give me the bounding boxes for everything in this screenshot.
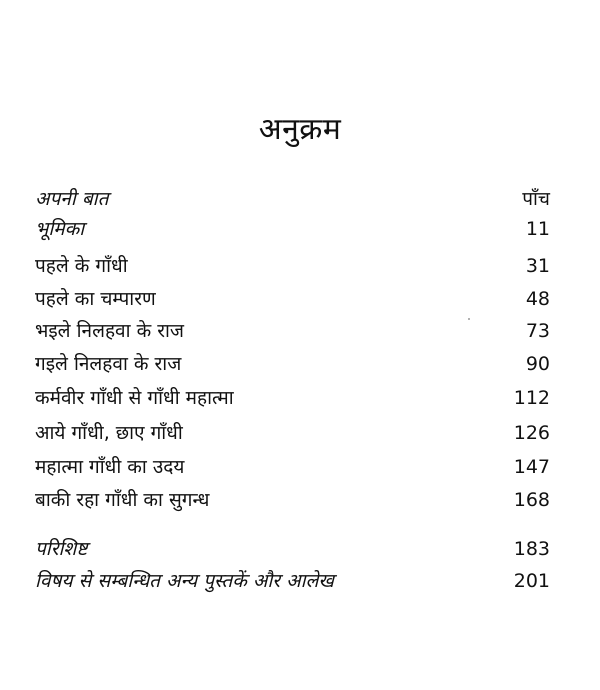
toc-entry-title: बाकी रहा गाँधी का सुगन्ध (35, 489, 210, 511)
toc-entry-page: 112 (513, 387, 550, 409)
toc-entry-title: आये गाँधी, छाए गाँधी (35, 422, 183, 444)
toc-entry-page: 73 (525, 320, 550, 342)
toc-entry-title: भूमिका (35, 218, 85, 240)
toc-entry (35, 349, 550, 379)
toc-entry-title: भइले निलहवा के राज (35, 320, 184, 342)
toc-entry-title: पहले का चम्पारण (35, 288, 156, 310)
toc-entry-page: 183 (513, 538, 550, 560)
toc-entry-page: 201 (513, 570, 550, 592)
toc-entry-page: 11 (525, 218, 550, 240)
toc-entry (35, 251, 550, 281)
toc-entry-title: विषय से सम्बन्धित अन्य पुस्तकें और आलेख (35, 570, 334, 592)
page-title: अनुक्रम (258, 112, 342, 147)
toc-entry-title: कर्मवीर गाँधी से गाँधी महात्मा (35, 387, 234, 409)
toc-entry (35, 383, 550, 413)
toc-entry-title: परिशिष्ट (35, 538, 88, 560)
toc-entry-page: 48 (525, 288, 550, 310)
toc-entry (35, 566, 550, 596)
toc-entry-page: 147 (513, 456, 550, 478)
toc-entry-page: 126 (513, 422, 550, 444)
toc-entry-title: गइले निलहवा के राज (35, 353, 182, 375)
toc-entry (35, 284, 550, 314)
toc-entry-title: महात्मा गाँधी का उदय (35, 456, 185, 478)
toc-entry-page: 90 (525, 353, 550, 375)
toc-entry (35, 214, 550, 244)
toc-entry (35, 534, 550, 564)
toc-entry-page: 31 (525, 255, 550, 277)
toc-entry-page: 168 (513, 489, 550, 511)
toc-entry (35, 184, 550, 214)
toc-entry (35, 418, 550, 448)
paper-speck (468, 318, 470, 320)
toc-entry-page: पाँच (522, 188, 550, 210)
toc-entry (35, 316, 550, 346)
toc-entry-title: अपनी बात (35, 188, 109, 210)
toc-entry (35, 452, 550, 482)
toc-entry (35, 485, 550, 515)
toc-entry-title: पहले के गाँधी (35, 255, 128, 277)
